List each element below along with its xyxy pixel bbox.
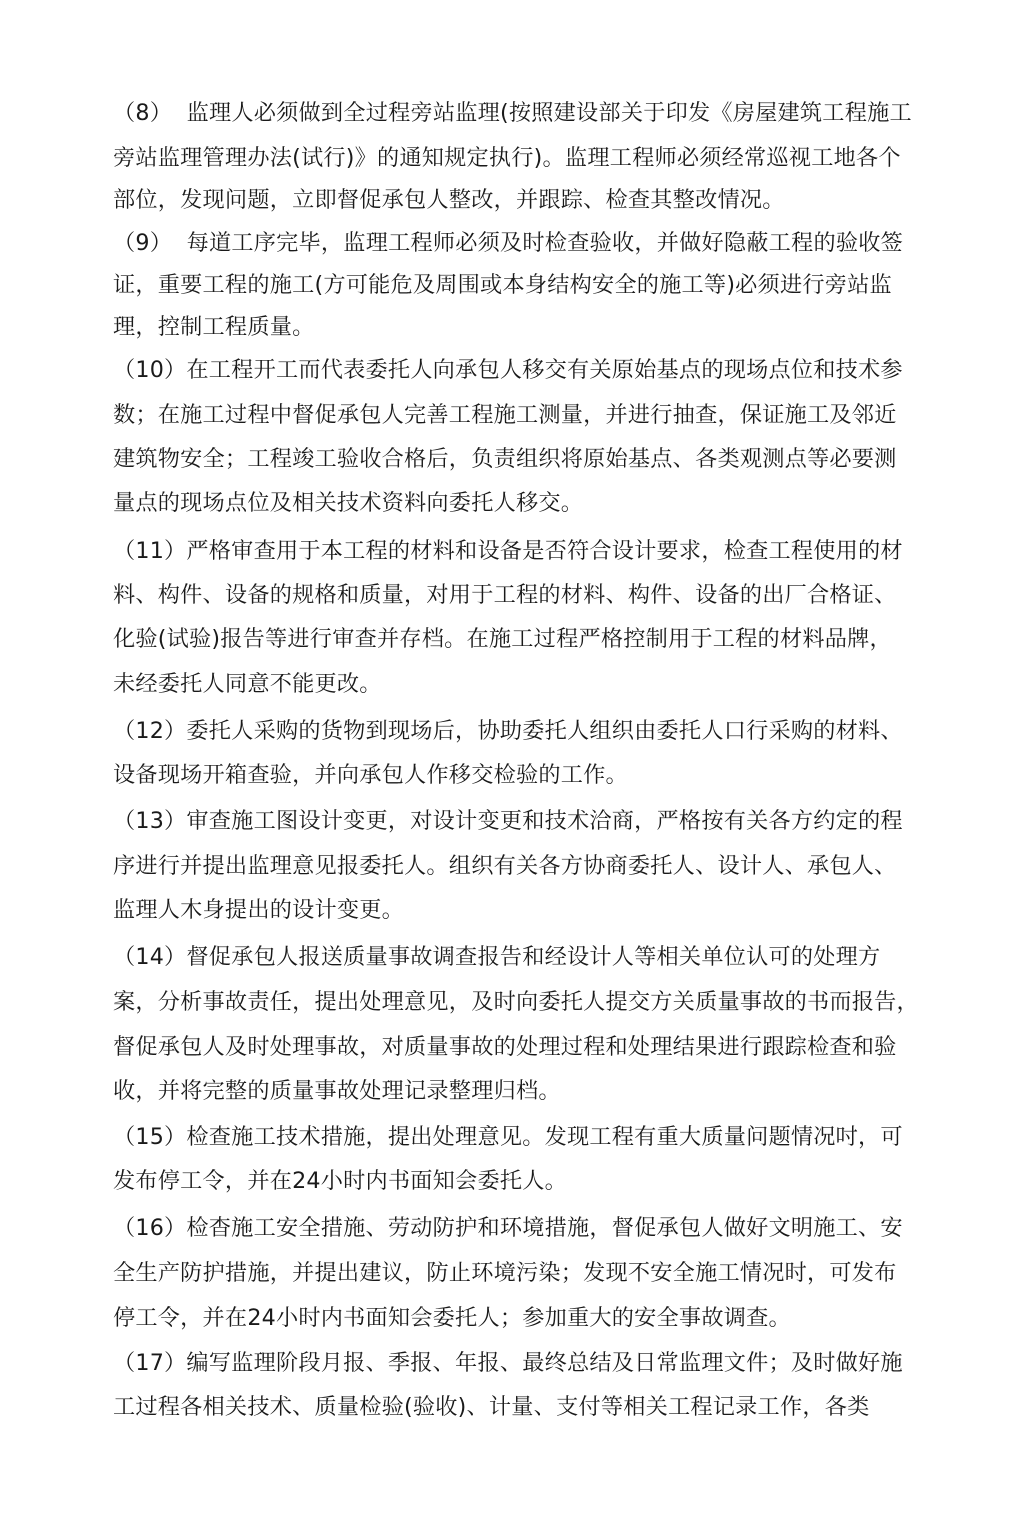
paragraph-9-line-3: 理，控制工程质量。 [113,314,315,340]
paragraph-10-line-1: （10）在工程开工而代表委托人向承包人移交有关原始基点的现场点位和技术参 [113,357,903,383]
paragraph-10-line-2: 数；在施工过程中督促承包人完善工程施工测量，并进行抽查，保证施工及邻近 [113,402,897,428]
paragraph-11-line-1: （11）严格审查用于本工程的材料和设备是否符合设计要求，检查工程使用的材 [113,538,903,564]
paragraph-14-line-3: 督促承包人及时处理事故，对质量事故的处理过程和处理结果进行跟踪检查和验 [113,1034,897,1060]
paragraph-14-line-1: （14）督促承包人报送质量事故调查报告和经设计人等相关单位认可的处理方 [113,944,881,970]
paragraph-15-line-2: 发布停工令，并在24小时内书面知会委托人。 [113,1168,567,1194]
paragraph-13-line-1: （13）审查施工图设计变更，对设计变更和技术洽商，严格按有关各方约定的程 [113,808,903,834]
paragraph-8-line-2: 旁站监理管理办法(试行)》的通知规定执行)。监理工程师必须经常巡视工地各个 [113,145,901,171]
paragraph-9-line-2: 证，重要工程的施工(方可能危及周围或本身结构安全的施工等)必须进行旁站监 [113,272,892,298]
paragraph-8-line-3: 部位，发现问题，立即督促承包人整改，并跟踪、检查其整改情况。 [113,187,785,213]
paragraph-17-line-1: （17）编写监理阶段月报、季报、年报、最终总结及日常监理文件；及时做好施 [113,1350,903,1376]
paragraph-12-line-2: 设备现场开箱查验，并向承包人作移交检验的工作。 [113,762,628,788]
paragraph-15-line-1: （15）检查施工技术措施，提出处理意见。发现工程有重大质量问题情况吋，可 [113,1124,903,1150]
paragraph-16-line-3: 停工令，并在24小时内书面知会委托人；参加重大的安全事故调查。 [113,1305,791,1331]
paragraph-16-line-1: （16）检杳施工安全措施、劳动防护和环境措施，督促承包人做好文明施工、安 [113,1215,903,1241]
paragraph-10-line-4: 量点的现场点位及相关技术资料向委托人移交。 [113,490,584,516]
paragraph-14-line-2: 案，分析事故责任，提出处理意见，及时向委托人提交方关质量事故的书而报告， [113,989,919,1015]
paragraph-11-line-4: 未经委托人同意不能更改。 [113,671,382,697]
paragraph-8-line-1: （8） 监理人必须做到全过程旁站监理(按照建设部关于印发《房屋建筑工程施工 [113,100,912,126]
paragraph-16-line-2: 全生产防护措施，并提出建议，防止环境污染；发现不安全施工情况时，可发布 [113,1260,897,1286]
paragraph-11-line-3: 化验(试验)报告等进行审查并存档。在施工过程严格控制用于工程的材料品牌， [113,626,892,652]
paragraph-13-line-3: 监理人木身提出的设计变更。 [113,897,405,923]
paragraph-10-line-3: 建筑物安全；工程竣工验收合格后，负责组织将原始基点、各类观测点等必要测 [113,446,897,472]
paragraph-12-line-1: （12）委托人采购的货物到现场后，协助委托人组织由委托人口行采购的材料、 [113,718,903,744]
paragraph-14-line-4: 收，并将完整的质量事故处理记录整理归档。 [113,1078,561,1104]
paragraph-13-line-2: 序进行并提出监理意见报委托人。组织有关各方协商委托人、设计人、承包人、 [113,853,897,879]
paragraph-11-line-2: 料、构件、设备的规格和质量，对用于工程的材料、构件、设备的出厂合格证、 [113,582,897,608]
paragraph-9-line-1: （9） 每道工序完毕，监理工程师必须及时检查验收，并做好隐蔽工程的验收签 [113,230,903,256]
paragraph-17-line-2: 工过程各相关技术、质量检验(验收)、计量、支付等相关工程记录工作，各类 [113,1394,870,1420]
